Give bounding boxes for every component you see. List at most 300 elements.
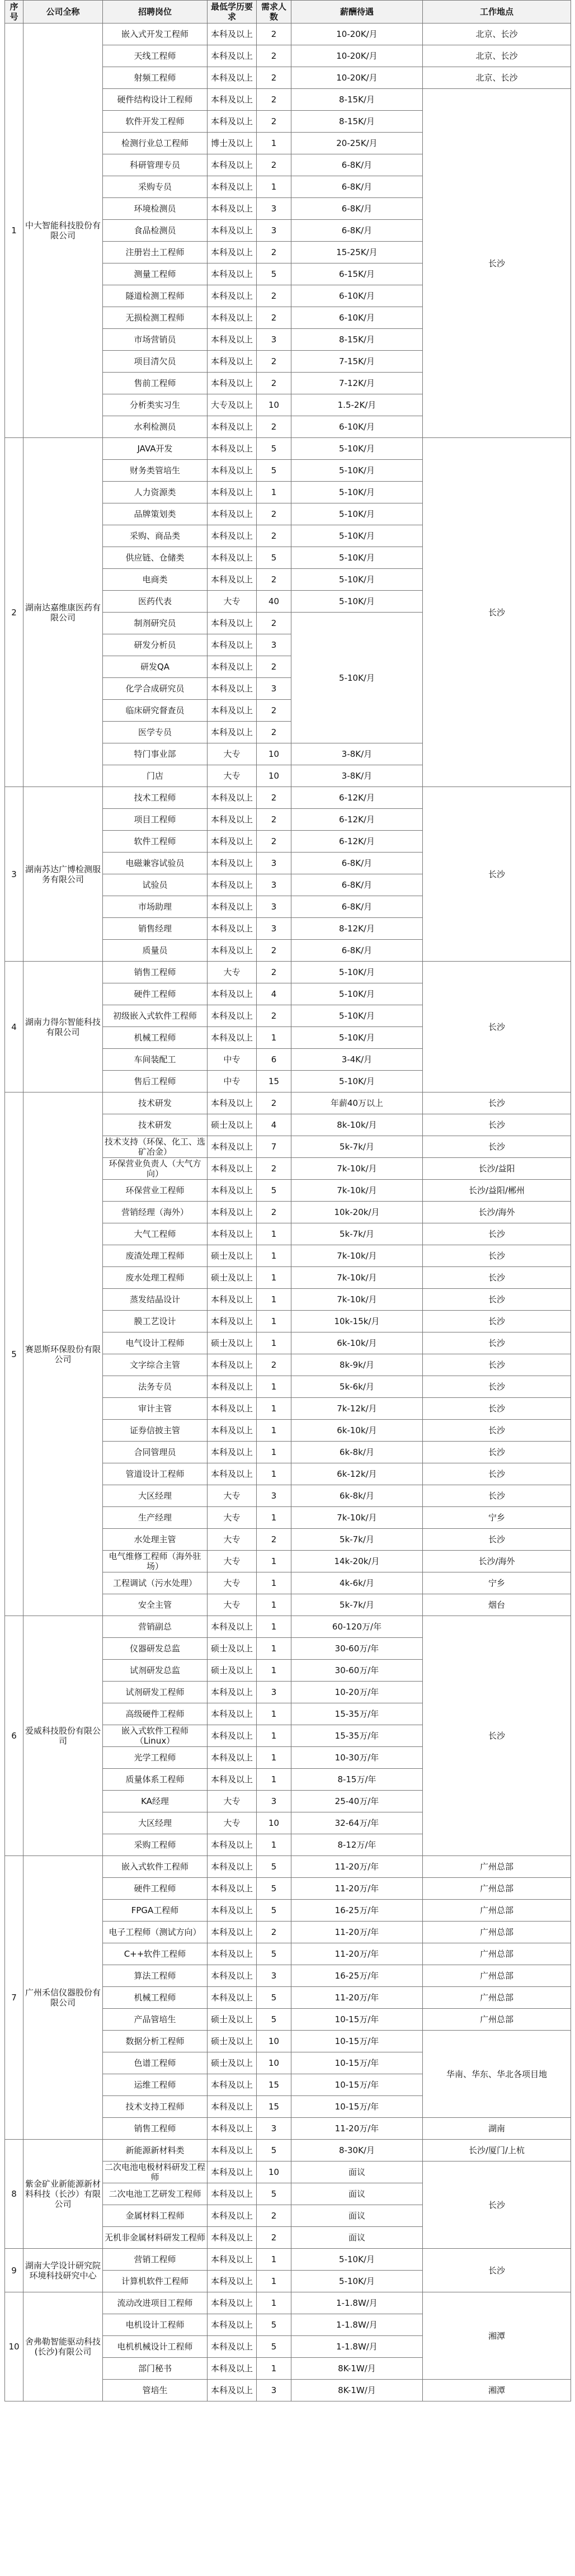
education-cell: 本科及以上 [208, 482, 257, 503]
position-cell: 计算机软件工程师 [103, 2271, 208, 2292]
salary-cell: 5-10K/月 [291, 460, 423, 482]
position-cell: 金属材料工程师 [103, 2205, 208, 2227]
location-cell: 长沙/厦门/上杭 [423, 2140, 571, 2161]
education-cell: 本科及以上 [208, 220, 257, 242]
salary-cell: 8k-10k/月 [291, 1114, 423, 1136]
location-cell: 长沙 [423, 1420, 571, 1442]
count-cell: 5 [257, 263, 291, 285]
position-cell: 安全主管 [103, 1594, 208, 1616]
education-cell: 本科及以上 [208, 438, 257, 460]
position-cell: 电机机械设计工程师 [103, 2336, 208, 2358]
position-cell: 售后工程师 [103, 1071, 208, 1092]
location-cell: 长沙/益阳/郴州 [423, 1180, 571, 1202]
position-cell: 高级硬件工程师 [103, 1703, 208, 1725]
position-cell: 嵌入式开发工程师 [103, 23, 208, 45]
salary-cell: 6-8K/月 [291, 198, 423, 220]
salary-cell: 1.5-2K/月 [291, 394, 423, 416]
salary-cell: 5k-7k/月 [291, 1594, 423, 1616]
salary-cell: 3-8K/月 [291, 765, 423, 787]
education-cell: 本科及以上 [208, 634, 257, 656]
position-cell: 产品管培生 [103, 2009, 208, 2031]
company-name: 湖南力得尔智能科技有限公司 [23, 962, 103, 1092]
location-cell: 广州总部 [423, 2009, 571, 2031]
education-cell: 硕士及以上 [208, 2052, 257, 2074]
position-cell: 销售工程师 [103, 962, 208, 983]
education-cell: 本科及以上 [208, 2292, 257, 2314]
position-cell: 品牌策划类 [103, 503, 208, 525]
salary-cell: 10k-15k/月 [291, 1311, 423, 1332]
salary-cell: 7k-10k/月 [291, 1180, 423, 1202]
education-cell: 本科及以上 [208, 176, 257, 198]
education-cell: 本科及以上 [208, 1900, 257, 1922]
salary-cell: 面议 [291, 2205, 423, 2227]
education-cell: 本科及以上 [208, 2227, 257, 2249]
count-cell: 5 [257, 2336, 291, 2358]
salary-cell: 5-10K/月 [291, 438, 423, 460]
education-cell: 大专 [208, 1594, 257, 1616]
position-cell: 测量工程师 [103, 263, 208, 285]
salary-cell: 8-12K/月 [291, 918, 423, 940]
salary-cell: 10k-20k/月 [291, 1202, 423, 1223]
salary-cell: 60-120万/年 [291, 1616, 423, 1638]
salary-cell: 10-15万/年 [291, 2031, 423, 2052]
count-cell: 1 [257, 1616, 291, 1638]
education-cell: 本科及以上 [208, 2205, 257, 2227]
company-name: 中大智能科技股份有限公司 [23, 23, 103, 438]
salary-cell: 6-10K/月 [291, 285, 423, 307]
salary-cell: 面议 [291, 2183, 423, 2205]
education-cell: 大专 [208, 1572, 257, 1594]
count-cell: 4 [257, 1114, 291, 1136]
location-cell: 广州总部 [423, 1878, 571, 1900]
position-cell: 市场助理 [103, 896, 208, 918]
education-cell: 本科及以上 [208, 809, 257, 831]
location-cell: 广州总部 [423, 1856, 571, 1878]
education-cell: 本科及以上 [208, 2096, 257, 2118]
salary-cell: 11-20万/年 [291, 2118, 423, 2140]
count-cell: 5 [257, 438, 291, 460]
education-cell: 本科及以上 [208, 1223, 257, 1245]
position-cell: 市场营销员 [103, 329, 208, 351]
location-cell: 长沙 [423, 1332, 571, 1354]
count-cell: 1 [257, 1311, 291, 1332]
education-cell: 本科及以上 [208, 1398, 257, 1420]
education-cell: 本科及以上 [208, 503, 257, 525]
count-cell: 1 [257, 133, 291, 154]
education-cell: 本科及以上 [208, 1616, 257, 1638]
education-cell: 本科及以上 [208, 1376, 257, 1398]
salary-cell: 25-40万/年 [291, 1791, 423, 1812]
salary-cell: 6-12K/月 [291, 831, 423, 853]
education-cell: 本科及以上 [208, 1922, 257, 1943]
salary-cell: 7k-12k/月 [291, 1398, 423, 1420]
count-cell: 7 [257, 1136, 291, 1158]
count-cell: 3 [257, 853, 291, 874]
count-cell: 2 [257, 242, 291, 263]
education-cell: 本科及以上 [208, 1005, 257, 1027]
position-cell: 硬件结构设计工程师 [103, 89, 208, 111]
position-cell: 营销经理（海外） [103, 1202, 208, 1223]
salary-cell: 7k-10k/月 [291, 1267, 423, 1289]
table-row [5, 962, 571, 983]
salary-cell: 面议 [291, 2227, 423, 2249]
education-cell: 本科及以上 [208, 1965, 257, 1987]
education-cell: 本科及以上 [208, 569, 257, 591]
salary-cell: 10-15万/年 [291, 2009, 423, 2031]
education-cell: 本科及以上 [208, 1703, 257, 1725]
education-cell: 本科及以上 [208, 1987, 257, 2009]
position-cell: 电磁兼容试验员 [103, 853, 208, 874]
count-cell: 15 [257, 1071, 291, 1092]
education-cell: 大专 [208, 1529, 257, 1551]
count-cell: 2 [257, 809, 291, 831]
header-count: 需求人数 [257, 1, 291, 23]
salary-cell: 8-15万/年 [291, 1769, 423, 1791]
salary-cell: 11-20万/年 [291, 1856, 423, 1878]
position-cell: 食品检测员 [103, 220, 208, 242]
salary-cell: 30-60万/年 [291, 1660, 423, 1682]
location-cell: 长沙 [423, 1529, 571, 1551]
position-cell: 硬件工程师 [103, 983, 208, 1005]
education-cell: 中专 [208, 1049, 257, 1071]
position-cell: C++软件工程师 [103, 1943, 208, 1965]
salary-cell: 5-10K/月 [291, 547, 423, 569]
count-cell: 5 [257, 1987, 291, 2009]
count-cell: 2 [257, 940, 291, 962]
education-cell: 大专 [208, 1485, 257, 1507]
count-cell: 2 [257, 656, 291, 678]
count-cell: 2 [257, 416, 291, 438]
position-cell: 人力资源类 [103, 482, 208, 503]
location-cell: 广州总部 [423, 1922, 571, 1943]
education-cell: 本科及以上 [208, 67, 257, 89]
salary-cell: 6k-8k/月 [291, 1485, 423, 1507]
salary-cell: 6-15K/月 [291, 263, 423, 285]
salary-cell: 30-60万/年 [291, 1638, 423, 1660]
education-cell: 本科及以上 [208, 1092, 257, 1114]
count-cell: 5 [257, 2009, 291, 2031]
salary-cell: 5-10K/月 [291, 482, 423, 503]
position-cell: 机械工程师 [103, 1987, 208, 2009]
education-cell: 本科及以上 [208, 242, 257, 263]
count-cell: 2 [257, 1922, 291, 1943]
education-cell: 本科及以上 [208, 1725, 257, 1747]
count-cell: 3 [257, 1965, 291, 1987]
location-cell: 长沙 [423, 1376, 571, 1398]
salary-cell: 10-20K/月 [291, 67, 423, 89]
position-cell: 部门秘书 [103, 2358, 208, 2380]
salary-cell: 5-10K/月 [291, 569, 423, 591]
position-cell: 蒸发结晶设计 [103, 1289, 208, 1311]
education-cell: 本科及以上 [208, 525, 257, 547]
education-cell: 大专 [208, 1791, 257, 1812]
position-cell: 天线工程师 [103, 45, 208, 67]
position-cell: 采购、商品类 [103, 525, 208, 547]
position-cell: 大气工程师 [103, 1223, 208, 1245]
count-cell: 2 [257, 831, 291, 853]
position-cell: 供应链、仓储类 [103, 547, 208, 569]
count-cell: 2 [257, 373, 291, 394]
position-cell: 法务专员 [103, 1376, 208, 1398]
salary-cell: 5-10K/月 [291, 2271, 423, 2292]
company-name: 爱威科技股份有限公司 [23, 1616, 103, 1856]
count-cell: 1 [257, 1725, 291, 1747]
education-cell: 本科及以上 [208, 787, 257, 809]
count-cell: 2 [257, 45, 291, 67]
count-cell: 10 [257, 1812, 291, 1834]
count-cell: 2 [257, 1005, 291, 1027]
education-cell: 本科及以上 [208, 460, 257, 482]
table-row [5, 2249, 571, 2271]
position-cell: 营销副总 [103, 1616, 208, 1638]
education-cell: 本科及以上 [208, 2118, 257, 2140]
location-cell: 长沙 [423, 1485, 571, 1507]
salary-cell: 5k-7k/月 [291, 1223, 423, 1245]
salary-cell: 6-8K/月 [291, 874, 423, 896]
count-cell: 3 [257, 1791, 291, 1812]
table-row [5, 2140, 571, 2161]
company-seq: 8 [5, 2140, 23, 2249]
count-cell: 1 [257, 1332, 291, 1354]
education-cell: 本科及以上 [208, 285, 257, 307]
education-cell: 大专 [208, 591, 257, 613]
education-cell: 本科及以上 [208, 1202, 257, 1223]
company-seq: 3 [5, 787, 23, 962]
salary-cell: 32-64万/年 [291, 1812, 423, 1834]
salary-cell: 10-20K/月 [291, 45, 423, 67]
position-cell: 无损检测工程师 [103, 307, 208, 329]
position-cell: 软件开发工程师 [103, 111, 208, 133]
salary-cell: 6-12K/月 [291, 809, 423, 831]
salary-cell: 6-8K/月 [291, 154, 423, 176]
salary-cell: 5k-6k/月 [291, 1376, 423, 1398]
position-cell: 机械工程师 [103, 1027, 208, 1049]
salary-cell: 6-10K/月 [291, 307, 423, 329]
company-seq: 6 [5, 1616, 23, 1856]
location-cell: 华南、华东、华北各项目地 [423, 2031, 571, 2118]
count-cell: 2 [257, 89, 291, 111]
position-cell: 试验员 [103, 874, 208, 896]
count-cell: 1 [257, 1551, 291, 1572]
education-cell: 大专 [208, 1507, 257, 1529]
count-cell: 3 [257, 198, 291, 220]
count-cell: 3 [257, 874, 291, 896]
salary-cell: 1-1.8W/月 [291, 2336, 423, 2358]
salary-cell: 10-20K/月 [291, 23, 423, 45]
education-cell: 本科及以上 [208, 263, 257, 285]
location-cell: 长沙 [423, 1398, 571, 1420]
location-cell: 广州总部 [423, 1965, 571, 1987]
location-cell: 湘潭 [423, 2380, 571, 2401]
location-cell: 长沙 [423, 1311, 571, 1332]
position-cell: 研发QA [103, 656, 208, 678]
company-seq: 10 [5, 2292, 23, 2401]
salary-cell: 6k-10k/月 [291, 1420, 423, 1442]
count-cell: 1 [257, 2292, 291, 2314]
count-cell: 1 [257, 1747, 291, 1769]
education-cell: 本科及以上 [208, 2271, 257, 2292]
education-cell: 本科及以上 [208, 1027, 257, 1049]
position-cell: 技术工程师 [103, 787, 208, 809]
position-cell: 隧道检测工程师 [103, 285, 208, 307]
position-cell: 门店 [103, 765, 208, 787]
location-cell: 长沙 [423, 1136, 571, 1158]
education-cell: 硕士及以上 [208, 1638, 257, 1660]
education-cell: 本科及以上 [208, 896, 257, 918]
count-cell: 1 [257, 1223, 291, 1245]
location-cell: 长沙 [423, 2249, 571, 2292]
count-cell: 10 [257, 394, 291, 416]
salary-cell: 8k-9k/月 [291, 1354, 423, 1376]
position-cell: 质量体系工程师 [103, 1769, 208, 1791]
table-row [5, 1856, 571, 1878]
count-cell: 3 [257, 329, 291, 351]
position-cell: 数据分析工程师 [103, 2031, 208, 2052]
salary-cell: 8-15K/月 [291, 111, 423, 133]
education-cell: 本科及以上 [208, 1442, 257, 1463]
education-cell: 本科及以上 [208, 373, 257, 394]
location-cell: 北京、长沙 [423, 45, 571, 67]
salary-cell: 8-15K/月 [291, 329, 423, 351]
count-cell: 2 [257, 525, 291, 547]
count-cell: 2 [257, 1092, 291, 1114]
position-cell: 采购工程师 [103, 1834, 208, 1856]
education-cell: 本科及以上 [208, 2161, 257, 2183]
count-cell: 1 [257, 176, 291, 198]
position-cell: 技术支持工程师 [103, 2096, 208, 2118]
education-cell: 本科及以上 [208, 1834, 257, 1856]
salary-cell: 5-10K/月 [291, 503, 423, 525]
header-education: 最低学历要求 [208, 1, 257, 23]
education-cell: 本科及以上 [208, 2140, 257, 2161]
position-cell: 电子工程师（测试方向） [103, 1922, 208, 1943]
location-cell: 长沙 [423, 438, 571, 787]
education-cell: 硕士及以上 [208, 2031, 257, 2052]
position-cell: 光学工程师 [103, 1747, 208, 1769]
position-cell: 技术研发 [103, 1114, 208, 1136]
count-cell: 15 [257, 2096, 291, 2118]
salary-cell: 10-30万/年 [291, 1747, 423, 1769]
education-cell: 本科及以上 [208, 940, 257, 962]
education-cell: 本科及以上 [208, 329, 257, 351]
position-cell: JAVA开发 [103, 438, 208, 460]
education-cell: 本科及以上 [208, 1856, 257, 1878]
education-cell: 本科及以上 [208, 416, 257, 438]
position-cell: 医学专员 [103, 722, 208, 743]
position-cell: 大区经理 [103, 1485, 208, 1507]
count-cell: 2 [257, 1529, 291, 1551]
table-row [5, 438, 571, 460]
salary-cell: 15-25K/月 [291, 242, 423, 263]
education-cell: 本科及以上 [208, 2358, 257, 2380]
location-cell: 宁乡 [423, 1572, 571, 1594]
position-cell: 工程调试（污水处理） [103, 1572, 208, 1594]
education-cell: 本科及以上 [208, 678, 257, 700]
position-cell: 检测行业总工程师 [103, 133, 208, 154]
location-cell: 长沙 [423, 1267, 571, 1289]
salary-cell: 5k-7k/月 [291, 1136, 423, 1158]
salary-cell: 5-10K/月 [291, 983, 423, 1005]
location-cell: 广州总部 [423, 1943, 571, 1965]
position-cell: 环保营业负责人（大气方向） [103, 1158, 208, 1180]
company-name: 广州禾信仪器股份有限公司 [23, 1856, 103, 2140]
position-cell: 电气设计工程师 [103, 1332, 208, 1354]
salary-cell: 6k-8k/月 [291, 1442, 423, 1463]
education-cell: 本科及以上 [208, 853, 257, 874]
salary-cell: 5-10K/月 [291, 525, 423, 547]
salary-cell: 5-10K/月 [291, 962, 423, 983]
salary-cell: 面议 [291, 2161, 423, 2183]
salary-cell: 7k-10k/月 [291, 1507, 423, 1529]
position-cell: 特门事业部 [103, 743, 208, 765]
salary-cell: 8K-1W/月 [291, 2380, 423, 2401]
count-cell: 1 [257, 1638, 291, 1660]
salary-cell: 14k-20k/月 [291, 1551, 423, 1572]
count-cell: 3 [257, 678, 291, 700]
count-cell: 4 [257, 983, 291, 1005]
count-cell: 2 [257, 1354, 291, 1376]
education-cell: 硕士及以上 [208, 1267, 257, 1289]
education-cell: 本科及以上 [208, 874, 257, 896]
education-cell: 大专 [208, 962, 257, 983]
education-cell: 本科及以上 [208, 722, 257, 743]
salary-cell: 10-15万/年 [291, 2052, 423, 2074]
count-cell: 2 [257, 2227, 291, 2249]
location-cell: 北京、长沙 [423, 23, 571, 45]
location-cell: 长沙/益阳 [423, 1158, 571, 1180]
count-cell: 1 [257, 1834, 291, 1856]
count-cell: 15 [257, 2074, 291, 2096]
education-cell: 本科及以上 [208, 198, 257, 220]
location-cell: 湘潭 [423, 2292, 571, 2380]
position-cell: 分析类实习生 [103, 394, 208, 416]
count-cell: 10 [257, 2031, 291, 2052]
count-cell: 3 [257, 634, 291, 656]
position-cell: 科研管理专员 [103, 154, 208, 176]
count-cell: 2 [257, 503, 291, 525]
education-cell: 本科及以上 [208, 307, 257, 329]
salary-cell: 6-8K/月 [291, 853, 423, 874]
position-cell: 嵌入式软件工程师 [103, 1856, 208, 1878]
location-cell: 长沙 [423, 787, 571, 962]
count-cell: 1 [257, 1660, 291, 1682]
education-cell: 本科及以上 [208, 918, 257, 940]
count-cell: 1 [257, 1442, 291, 1463]
salary-cell: 3-4K/月 [291, 1049, 423, 1071]
education-cell: 本科及以上 [208, 2380, 257, 2401]
salary-cell: 16-25万/年 [291, 1900, 423, 1922]
count-cell: 3 [257, 1682, 291, 1703]
position-cell: 算法工程师 [103, 1965, 208, 1987]
position-cell: 色谱工程师 [103, 2052, 208, 2074]
location-cell: 长沙 [423, 1616, 571, 1856]
salary-cell: 1-1.8W/月 [291, 2314, 423, 2336]
count-cell: 3 [257, 220, 291, 242]
count-cell: 1 [257, 1027, 291, 1049]
company-seq: 4 [5, 962, 23, 1092]
count-cell: 1 [257, 1769, 291, 1791]
education-cell: 本科及以上 [208, 1311, 257, 1332]
count-cell: 1 [257, 1594, 291, 1616]
count-cell: 5 [257, 547, 291, 569]
position-cell: 软件工程师 [103, 831, 208, 853]
position-cell: 大区经理 [103, 1812, 208, 1834]
count-cell: 3 [257, 2118, 291, 2140]
count-cell: 1 [257, 2249, 291, 2271]
company-name: 湖南苏达广博检测服务有限公司 [23, 787, 103, 962]
education-cell: 本科及以上 [208, 2314, 257, 2336]
count-cell: 40 [257, 591, 291, 613]
